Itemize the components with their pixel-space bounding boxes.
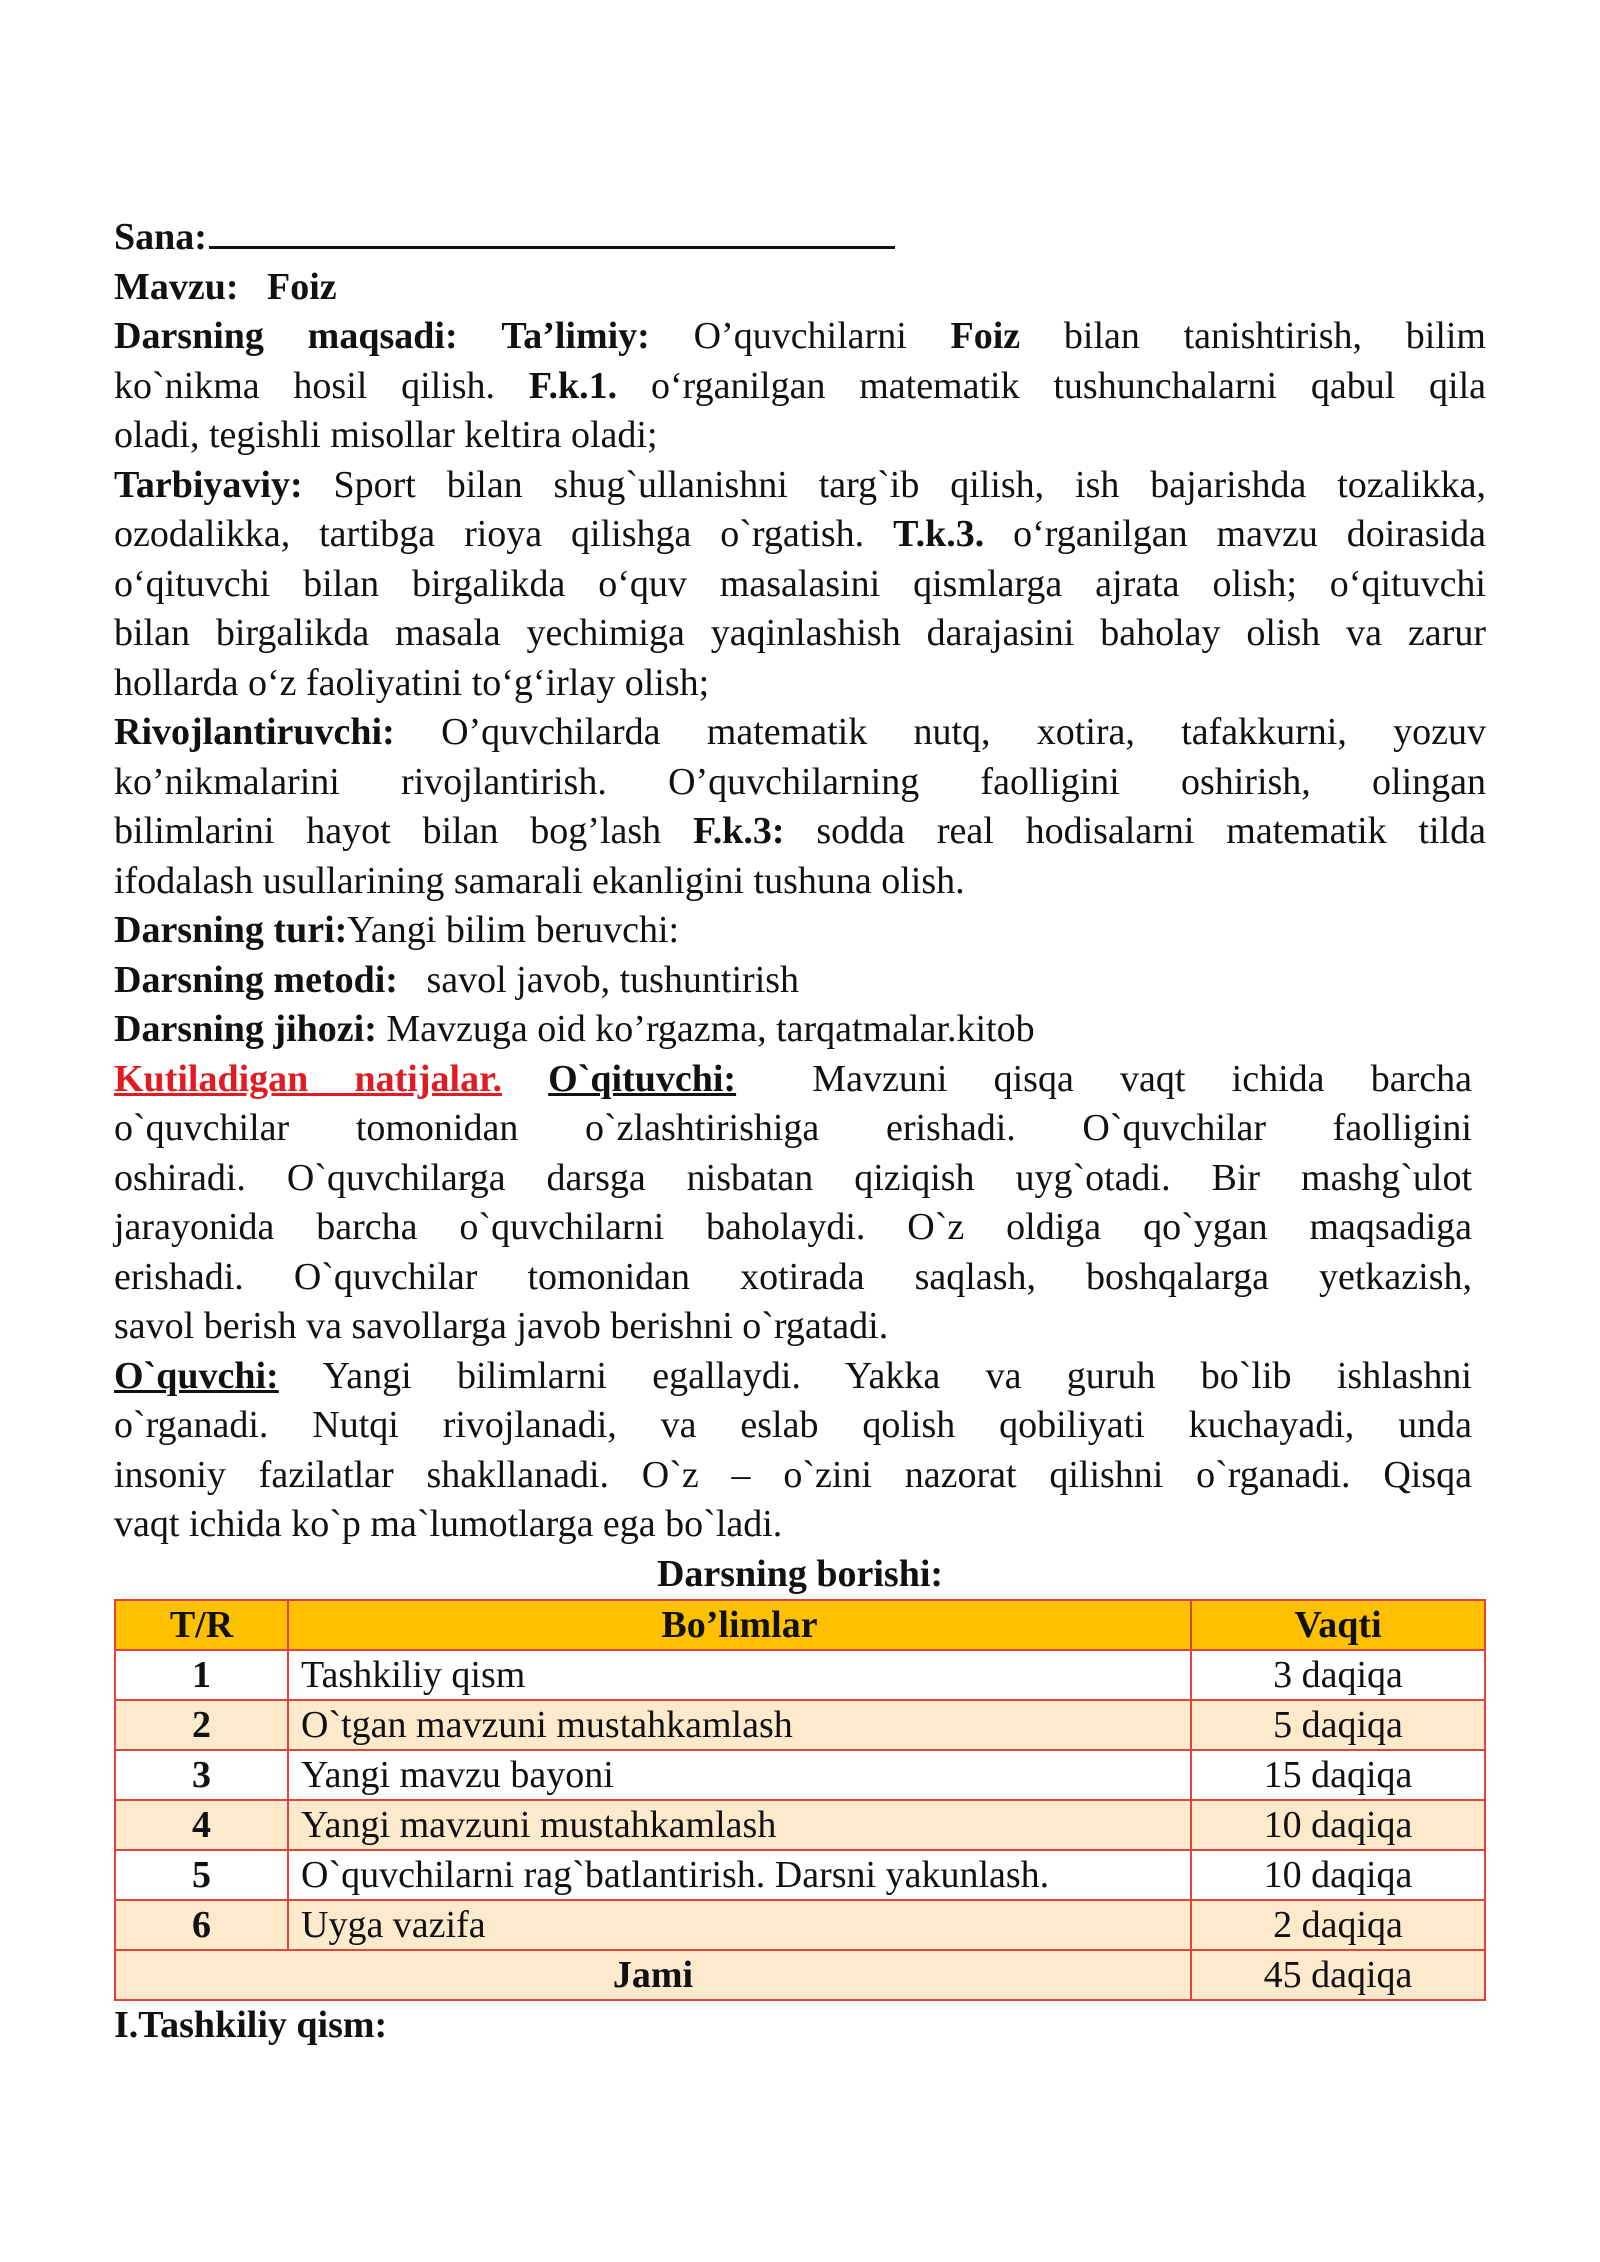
table-header-row bbox=[115, 1600, 1485, 1650]
results-line-5: erishadi. O`quvchilar tomonidan xotirada saqlash, boshqalarga yetkazish, bbox=[114, 1255, 1472, 1298]
developmental-line-2: ko’nikmalarini rivojlantirish. O’quvchilarning faolligini oshirish, olingan bbox=[114, 760, 1486, 803]
upbringing-line-4: bilan birgalikda masala yechimiga yaqinlashish darajasini baholay olish va zarur bbox=[114, 612, 1486, 654]
competency-code: T.k.3. bbox=[893, 513, 985, 555]
row-time: 2 daqiqa bbox=[1191, 1900, 1485, 1950]
col-header-time: Vaqti bbox=[1191, 1600, 1485, 1650]
student-label: O`quvchi: bbox=[114, 1354, 279, 1397]
goal-line-1 bbox=[114, 312, 1486, 362]
table-row bbox=[115, 1750, 1485, 1800]
topic-line bbox=[114, 263, 1486, 313]
table-row bbox=[115, 1650, 1485, 1700]
table-row bbox=[115, 1800, 1485, 1850]
table-total-row bbox=[115, 1950, 1485, 2000]
row-section: Yangi mavzuni mustahkamlash bbox=[288, 1800, 1191, 1850]
row-time: 10 daqiqa bbox=[1191, 1800, 1485, 1850]
row-section: Tashkiliy qism bbox=[288, 1650, 1191, 1700]
date-blank-field bbox=[209, 212, 895, 249]
table-row bbox=[115, 1900, 1485, 1950]
lesson-flow-table bbox=[114, 1599, 1486, 2001]
goal-text: O’quvchilarni bbox=[693, 315, 907, 357]
goal-line-3: oladi, tegishli misollar keltira oladi; bbox=[114, 414, 658, 456]
goal-text: bilan tanishtirish, bilim bbox=[1063, 315, 1486, 357]
results-line-3: oshiradi. O`quvchilarga darsga nisbatan qiziqish uyg`otadi. Bir mashg`ulot bbox=[114, 1156, 1472, 1199]
developmental-line-4: ifodalash usullarining samarali ekanligini tushuna olish. bbox=[114, 859, 965, 902]
upbringing-text: ozodalikka, tartibga rioya qilishga o`rgatish. bbox=[114, 513, 865, 555]
goal-line-2 bbox=[114, 362, 1486, 412]
row-number: 2 bbox=[115, 1700, 288, 1750]
goal-text: o‘rganilgan matematik tushunchalarni qabul qila bbox=[650, 364, 1487, 407]
lesson-plan-page bbox=[114, 212, 1486, 2051]
row-time: 5 daqiqa bbox=[1191, 1700, 1485, 1750]
developmental-label: Rivojlantiruvchi: bbox=[114, 711, 395, 753]
results-line-4: jarayonida barcha o`quvchilarni baholaydi. O`z oldiga qo`ygan maqsadiga bbox=[114, 1206, 1472, 1248]
developmental-text: O’quvchilarda matematik nutq, xotira, tafakkurni, yozuv bbox=[441, 711, 1486, 753]
section-heading bbox=[114, 2001, 1486, 2051]
lesson-method-value: savol javob, tushuntirish bbox=[426, 958, 800, 1001]
goal-topic-word: Foiz bbox=[950, 315, 1021, 357]
date-label: Sana: bbox=[114, 216, 207, 258]
competency-code: F.k.3: bbox=[693, 810, 785, 852]
row-number: 1 bbox=[115, 1650, 288, 1700]
upbringing-line-1 bbox=[114, 461, 1486, 511]
table-row bbox=[115, 1850, 1485, 1900]
topic-label: Mavzu: bbox=[114, 265, 239, 308]
lesson-flow-title: Darsning borishi: bbox=[656, 1552, 944, 1595]
student-text: Yangi bilimlarni egallaydi. Yakka va guruh bo`lib ishlashni bbox=[322, 1354, 1472, 1397]
results-line-1 bbox=[114, 1055, 1472, 1105]
student-line-3: insoniy fazilatlar shakllanadi. O`z – o`zini nazorat qilishni o`rganadi. Qisqa bbox=[114, 1453, 1472, 1496]
developmental-text: sodda real hodisalarni matematik tilda bbox=[816, 810, 1487, 852]
upbringing-line-2 bbox=[114, 510, 1486, 560]
lesson-method-label: Darsning metodi: bbox=[114, 958, 398, 1001]
expected-results-block bbox=[114, 1055, 1486, 1550]
upbringing-text: Sport bilan shug`ullanishni targ`ib qilish, ish bajarishda tozalikka, bbox=[333, 463, 1486, 506]
row-time: 15 daqiqa bbox=[1191, 1750, 1485, 1800]
row-section: O`quvchilarni rag`batlantirish. Darsni yakunlash. bbox=[288, 1850, 1191, 1900]
lesson-equipment-label: Darsning jihozi: bbox=[114, 1008, 377, 1050]
row-section: Yangi mavzu bayoni bbox=[288, 1750, 1191, 1800]
student-line-4: vaqt ichida ko`p ma`lumotlarga ega bo`ladi. bbox=[114, 1503, 783, 1545]
lesson-type-label: Darsning turi: bbox=[114, 909, 348, 951]
lesson-equipment-line bbox=[114, 1005, 1486, 1055]
row-number: 5 bbox=[115, 1850, 288, 1900]
expected-results-label: Kutiladigan natijalar. bbox=[114, 1057, 502, 1100]
lesson-method-line bbox=[114, 956, 1486, 1006]
student-line-2: o`rganadi. Nutqi rivojlanadi, va eslab qolish qobiliyati kuchayadi, unda bbox=[114, 1404, 1472, 1446]
upbringing-text: o‘rganilgan mavzu doirasida bbox=[1013, 513, 1487, 555]
upbringing-line-3: o‘qituvchi bilan birgalikda o‘quv masalasini qismlarga ajrata olish; o‘qituvchi bbox=[114, 562, 1486, 605]
developmental-text: bilimlarini hayot bilan bog’lash bbox=[114, 810, 662, 852]
educational-label: Ta’limiy: bbox=[501, 315, 650, 357]
lesson-type-line bbox=[114, 906, 1486, 956]
row-number: 4 bbox=[115, 1800, 288, 1850]
student-line-1 bbox=[114, 1352, 1472, 1402]
row-number: 6 bbox=[115, 1900, 288, 1950]
col-header-number: T/R bbox=[115, 1600, 288, 1650]
col-header-sections: Bo’limlar bbox=[288, 1600, 1191, 1650]
developmental-line-3 bbox=[114, 807, 1486, 857]
teacher-label: O`qituvchi: bbox=[548, 1057, 737, 1100]
results-line-6: savol berish va savollarga javob berishni o`rgatadi. bbox=[114, 1305, 889, 1347]
upbringing-line-5: hollarda o‘z faoliyatini to‘g‘irlay olish; bbox=[114, 661, 710, 704]
topic-value: Foiz bbox=[267, 265, 337, 308]
row-section: O`tgan mavzuni mustahkamlash bbox=[288, 1700, 1191, 1750]
date-line bbox=[114, 212, 1486, 263]
row-section: Uyga vazifa bbox=[288, 1900, 1191, 1950]
section-heading-text: I.Tashkiliy qism: bbox=[114, 2004, 388, 2046]
goal-text: ko`nikma hosil qilish. bbox=[114, 364, 496, 407]
upbringing-label: Tarbiyaviy: bbox=[114, 463, 303, 506]
lesson-equipment-value: Mavzuga oid ko’rgazma, tarqatmalar.kitob bbox=[386, 1008, 1035, 1050]
row-time: 3 daqiqa bbox=[1191, 1650, 1485, 1700]
goal-label: Darsning maqsadi: bbox=[114, 315, 458, 357]
total-label: Jami bbox=[115, 1950, 1191, 2000]
table-row bbox=[115, 1700, 1485, 1750]
results-text: Mavzuni qisqa vaqt ichida barcha bbox=[812, 1057, 1472, 1100]
developmental-line-1 bbox=[114, 708, 1486, 758]
row-time: 10 daqiqa bbox=[1191, 1850, 1485, 1900]
lesson-type-value: Yangi bilim beruvchi: bbox=[347, 909, 680, 951]
total-time: 45 daqiqa bbox=[1191, 1950, 1485, 2000]
row-number: 3 bbox=[115, 1750, 288, 1800]
results-line-2: o`quvchilar tomonidan o`zlashtirishiga erishadi. O`quvchilar faolligini bbox=[114, 1107, 1472, 1149]
competency-code: F.k.1. bbox=[528, 364, 618, 407]
